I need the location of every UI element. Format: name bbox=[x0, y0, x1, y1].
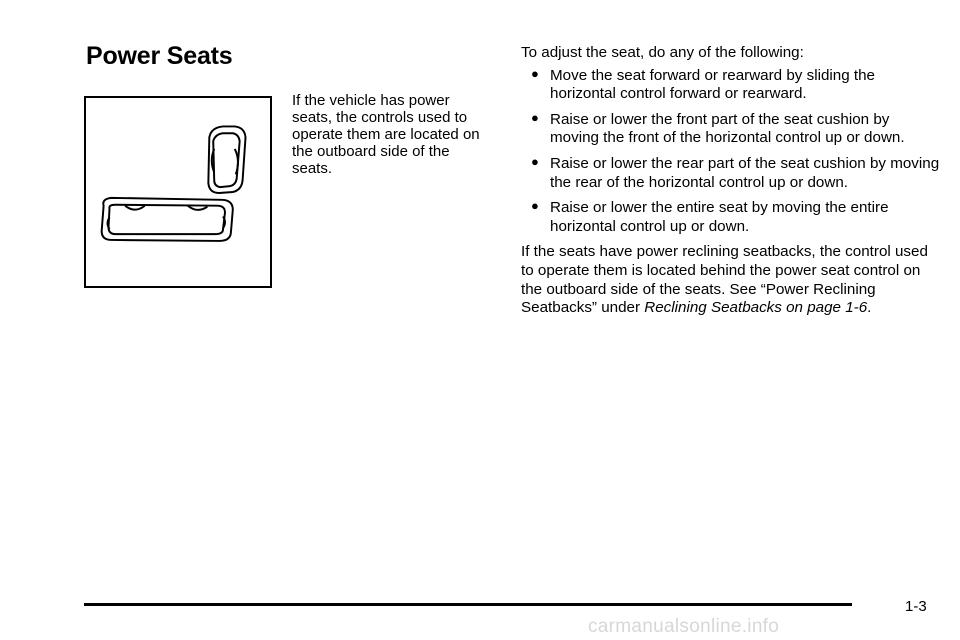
lead-text: To adjust the seat, do any of the following: bbox=[521, 44, 804, 61]
list-item-text: Raise or lower the front part of the seat cushion by moving the front of the horizontal control up or down. bbox=[550, 110, 905, 147]
cross-reference-link[interactable]: Reclining Seatbacks on page 1-6 bbox=[644, 299, 868, 317]
reclining-text: If the seats have power reclining seatbacks, the control used to operate them is located behind the power seat control on the outboard side of the seats. See “Power Reclining Seatbacks” under bbox=[521, 243, 928, 317]
list-item-text: Raise or lower the rear part of the seat cushion by moving the rear of the horizontal control up or down. bbox=[550, 154, 940, 191]
adjustment-list bbox=[521, 67, 941, 237]
footer-rule bbox=[84, 603, 852, 606]
list-item-text: Move the seat forward or rearward by sliding the horizontal control forward or rearward. bbox=[550, 66, 875, 103]
reclining-paragraph bbox=[521, 243, 941, 317]
instructions-column bbox=[521, 44, 941, 318]
list-item bbox=[521, 67, 941, 104]
bullet-icon: ● bbox=[531, 109, 539, 125]
power-seat-control-icon bbox=[86, 98, 270, 286]
intro-text: If the vehicle has power seats, the controls used to operate them are located on the outboard side of the seats. bbox=[292, 92, 480, 177]
list-item-text: Raise or lower the entire seat by moving the entire horizontal control up or down. bbox=[550, 199, 889, 235]
bullet-icon: ● bbox=[531, 153, 539, 169]
page-number: 1-3 bbox=[905, 598, 927, 615]
list-item bbox=[521, 111, 941, 148]
page-title: Power Seats bbox=[86, 42, 233, 70]
watermark: carmanualsonline.info bbox=[588, 616, 780, 637]
seat-control-illustration bbox=[84, 96, 272, 288]
reclining-end: . bbox=[867, 299, 872, 317]
bullet-icon: ● bbox=[531, 65, 539, 81]
bullet-icon: ● bbox=[531, 198, 539, 214]
list-item bbox=[521, 199, 941, 236]
list-item bbox=[521, 155, 941, 192]
